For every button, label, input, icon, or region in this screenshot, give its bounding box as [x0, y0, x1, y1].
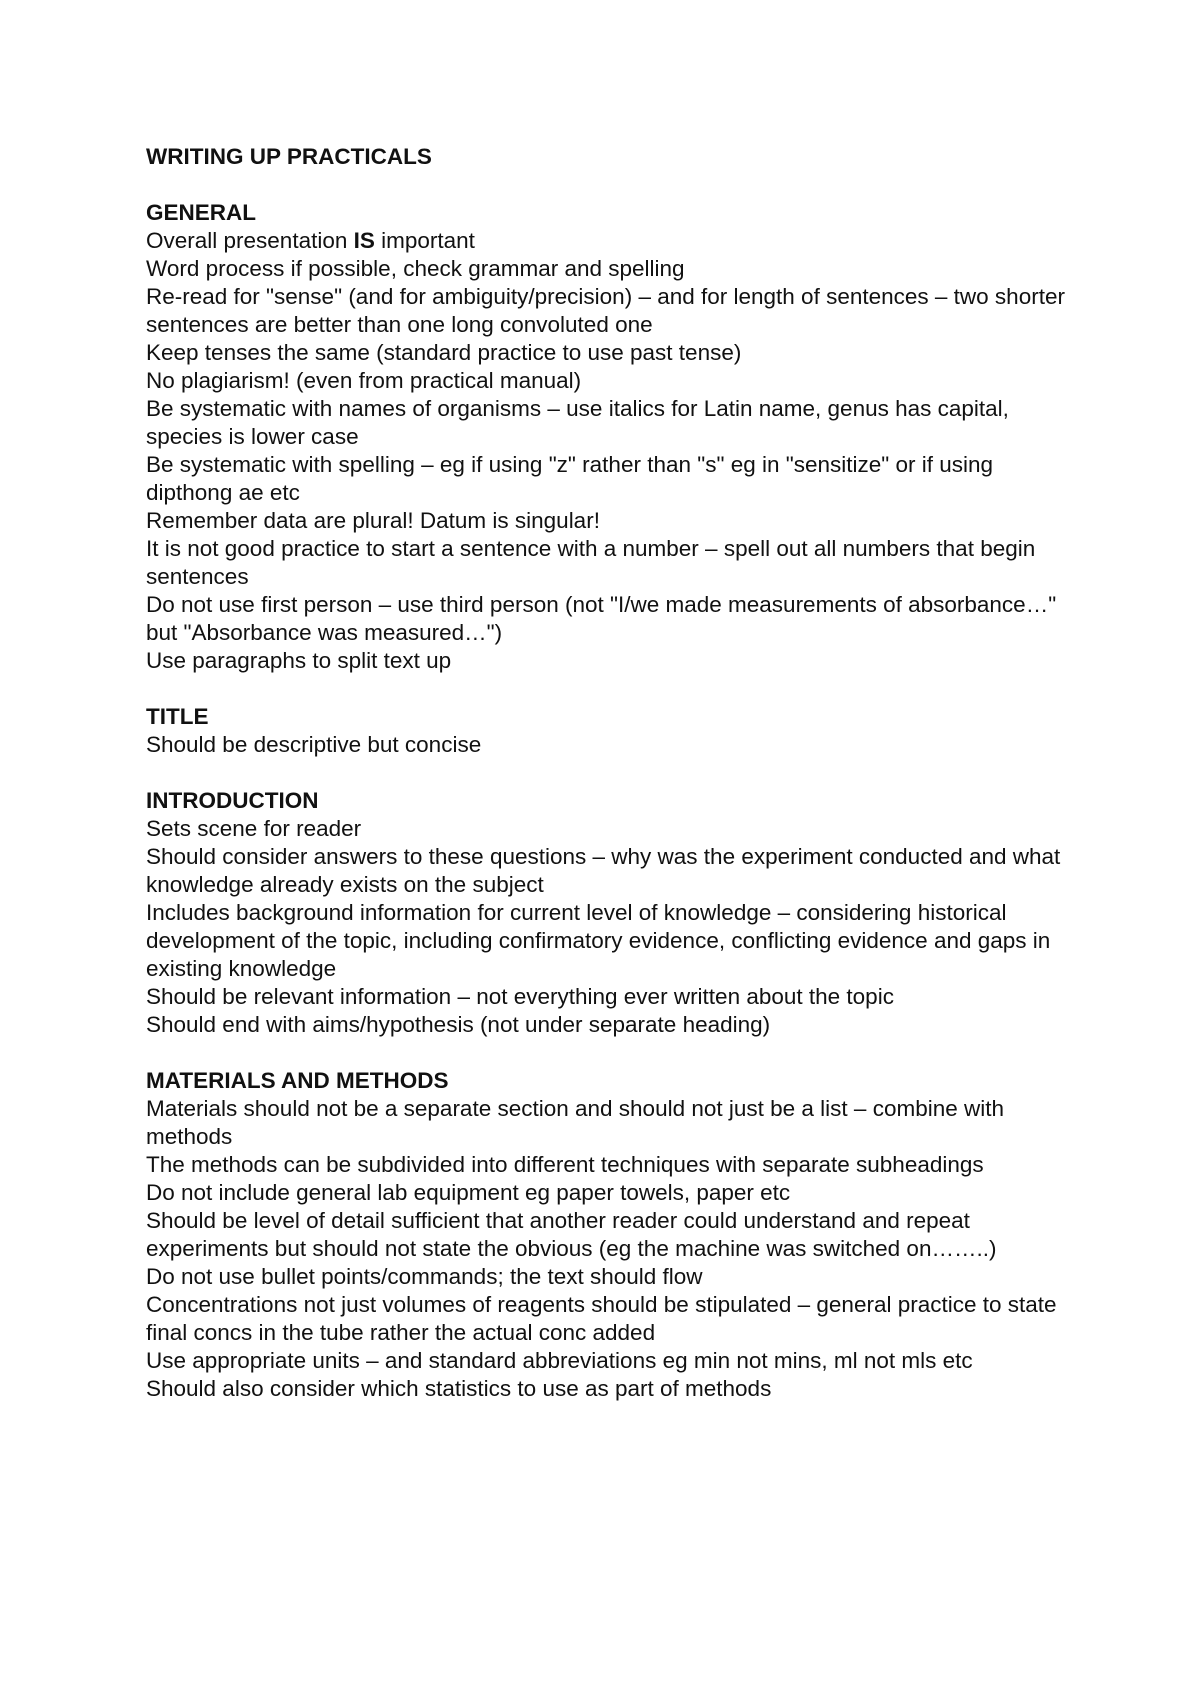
section-general: [146, 199, 1076, 675]
paragraph: Should consider answers to these questions – why was the experiment conducted and what knowledge already exists on the subject: [146, 844, 1061, 897]
paragraph: Remember data are plural! Datum is singular!: [146, 508, 600, 533]
paragraph: Do not use bullet points/commands; the text should flow: [146, 1264, 703, 1289]
paragraph: Concentrations not just volumes of reagents should be stipulated – general practice to state final concs in the tube rather the actual conc added: [146, 1292, 1057, 1345]
paragraph: It is not good practice to start a sentence with a number – spell out all numbers that begin sentences: [146, 536, 1036, 589]
section-materials-methods: [146, 1067, 1076, 1403]
paragraph: Materials should not be a separate section and should not just be a list – combine with methods: [146, 1096, 1005, 1149]
paragraph: Be systematic with names of organisms – use italics for Latin name, genus has capital, species is lower case: [146, 396, 1009, 449]
paragraph: Do not include general lab equipment eg paper towels, paper etc: [146, 1180, 791, 1205]
paragraph: The methods can be subdivided into different techniques with separate subheadings: [146, 1152, 984, 1177]
paragraph: Be systematic with spelling – eg if using "z" rather than "s" eg in "sensitize" or if using dipthong ae etc: [146, 452, 994, 505]
section-introduction: [146, 787, 1076, 1039]
text-run: Overall presentation: [146, 228, 354, 253]
paragraph: Should be level of detail sufficient that another reader could understand and repeat experiments but should not state the obvious (eg the machine was switched on……..): [146, 1208, 997, 1261]
emphasis-text: IS: [353, 228, 375, 253]
text-run: important: [374, 228, 475, 253]
paragraph: Use appropriate units – and standard abbreviations eg min not mins, ml not mls etc: [146, 1348, 973, 1373]
paragraph: Includes background information for current level of knowledge – considering historical development of the topic, including confirmatory evidence, conflicting evidence and gaps in existing knowledge: [146, 900, 1051, 981]
section-heading-general: GENERAL: [146, 200, 257, 225]
document-title: WRITING UP PRACTICALS: [146, 144, 432, 169]
section-title: [146, 703, 1076, 759]
paragraph: Should be relevant information – not everything ever written about the topic: [146, 984, 894, 1009]
paragraph: No plagiarism! (even from practical manual): [146, 368, 582, 393]
paragraph: Sets scene for reader: [146, 816, 362, 841]
paragraph: Re-read for "sense" (and for ambiguity/precision) – and for length of sentences – two shorter sentences are better than one long convoluted one: [146, 284, 1065, 337]
section-heading-materials-methods: MATERIALS AND METHODS: [146, 1068, 449, 1093]
paragraph: Use paragraphs to split text up: [146, 648, 452, 673]
paragraph: Keep tenses the same (standard practice to use past tense): [146, 340, 742, 365]
paragraph: Should also consider which statistics to use as part of methods: [146, 1376, 772, 1401]
paragraph: Should be descriptive but concise: [146, 732, 482, 757]
paragraph: Do not use first person – use third person (not "I/we made measurements of absorbance…" but "Absorbance was measured…"): [146, 592, 1057, 645]
section-heading-introduction: INTRODUCTION: [146, 788, 319, 813]
document-page: [146, 143, 1076, 1431]
paragraph: Should end with aims/hypothesis (not under separate heading): [146, 1012, 771, 1037]
paragraph-presentation: [146, 227, 1076, 255]
paragraph: Word process if possible, check grammar and spelling: [146, 256, 685, 281]
section-heading-title: TITLE: [146, 704, 209, 729]
